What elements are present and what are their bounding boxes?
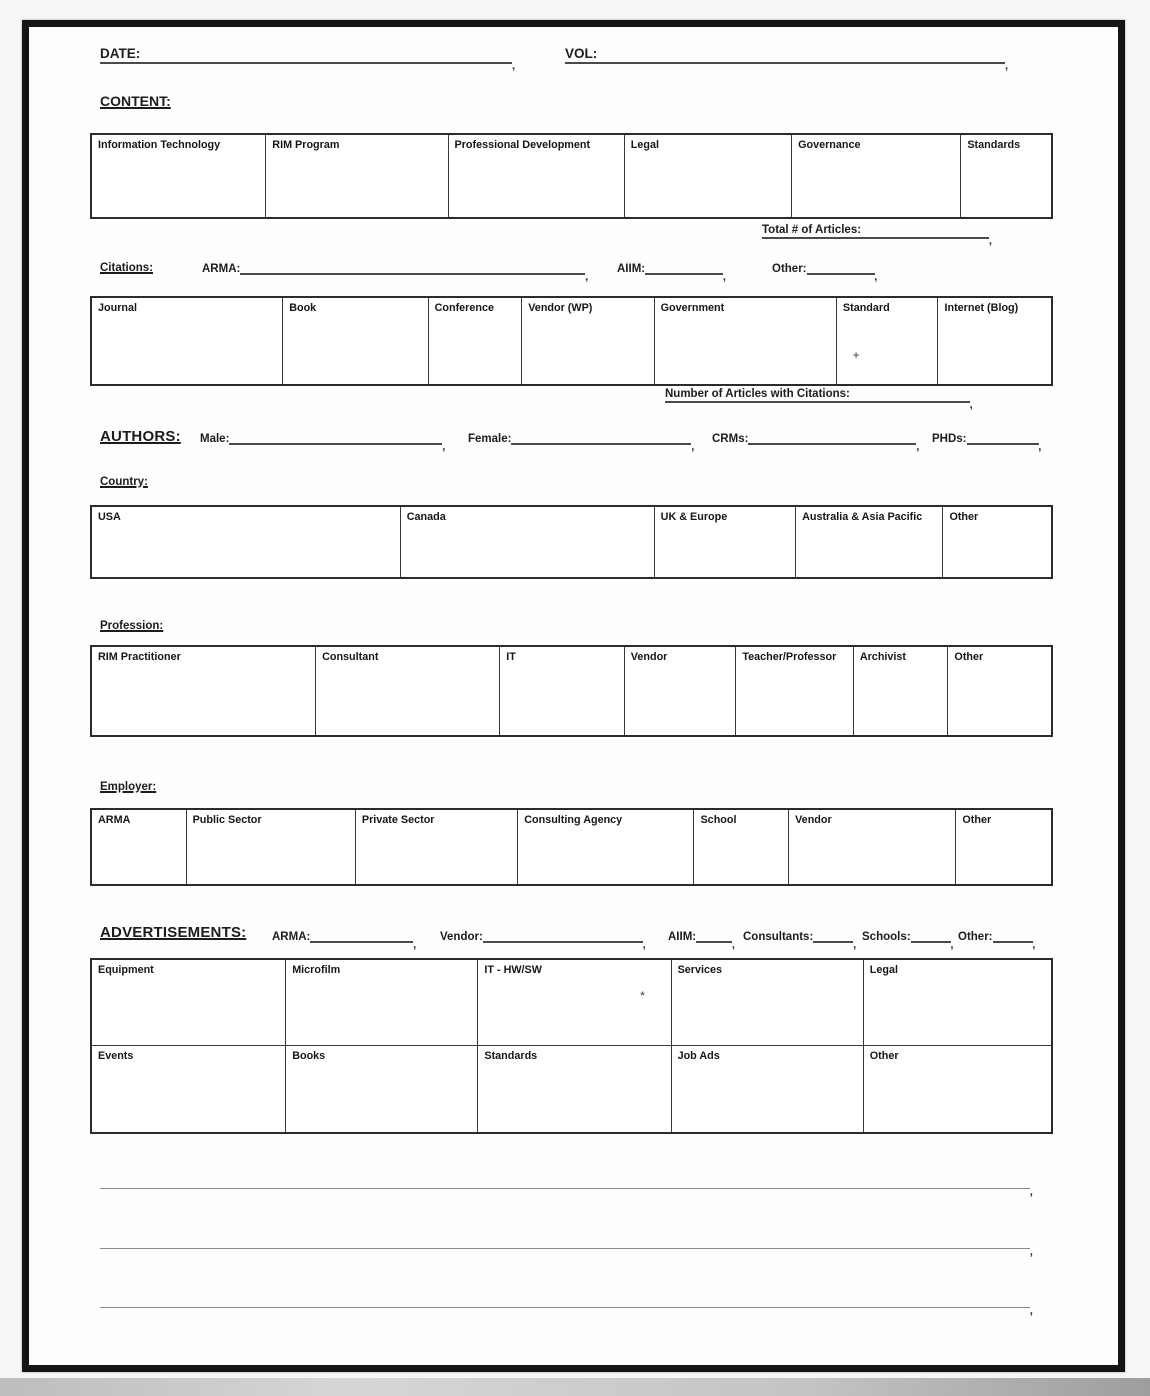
comma-tick: , (412, 937, 417, 951)
note-input-line[interactable] (100, 1297, 1033, 1317)
note-input-line[interactable] (100, 1178, 1033, 1198)
citations-cell-government[interactable]: Government (655, 298, 837, 384)
ads-aiim-input-line[interactable] (696, 928, 736, 951)
citations-aiim-field (617, 260, 727, 283)
citations-table (90, 296, 1053, 386)
advertisements-heading: ADVERTISEMENTS: (100, 924, 247, 941)
articles-with-citations-field (665, 388, 973, 411)
comma-tick: , (1029, 1303, 1033, 1317)
country-label: Country: (100, 476, 148, 488)
comma-tick: , (511, 58, 516, 72)
comma-tick: , (1029, 1244, 1033, 1258)
country-cell-australia-asia-pacific[interactable]: Australia & Asia Pacific (796, 507, 943, 577)
citations-arma-label: ARMA: (202, 263, 241, 275)
scan-artifact: * (640, 990, 645, 1002)
ads-consultants-label: Consultants: (743, 931, 814, 943)
employer-cell-public-sector[interactable]: Public Sector (187, 810, 356, 884)
ads-cell-books[interactable]: Books (286, 1046, 478, 1132)
ads-other-input-line[interactable] (993, 928, 1036, 951)
employer-cell-other[interactable]: Other (962, 814, 992, 826)
citations-aiim-input-line[interactable] (645, 260, 727, 283)
citations-other-input-line[interactable] (807, 260, 878, 283)
profession-cell-archivist[interactable]: Archivist (854, 647, 949, 735)
content-cell-legal[interactable]: Legal (625, 135, 792, 217)
content-cell-governance[interactable]: Governance (792, 135, 961, 217)
country-cell-uk-europe[interactable]: UK & Europe (655, 507, 796, 577)
scan-edge (0, 1378, 1150, 1396)
employer-label: Employer: (100, 781, 157, 793)
citations-arma-input-line[interactable] (240, 260, 589, 283)
ads-schools-input-line[interactable] (911, 928, 954, 951)
authors-crms-field (712, 430, 920, 453)
comma-tick: , (722, 269, 727, 283)
advertisements-table (90, 958, 1053, 1134)
employer-cell-vendor[interactable]: Vendor (789, 810, 956, 884)
citations-cell-book[interactable]: Book (283, 298, 428, 384)
profession-label: Profession: (100, 620, 164, 632)
comma-tick: , (442, 439, 446, 453)
content-heading: CONTENT: (100, 93, 171, 109)
ads-consultants-field (743, 928, 857, 951)
profession-table (90, 645, 1053, 737)
content-table (90, 133, 1053, 219)
profession-cell-vendor[interactable]: Vendor (625, 647, 737, 735)
comma-tick: , (916, 439, 920, 453)
total-articles-label: Total # of Articles: (762, 224, 861, 239)
profession-cell-other[interactable]: Other (954, 651, 984, 663)
authors-phds-input-line[interactable] (967, 430, 1042, 453)
authors-heading: AUTHORS: (100, 428, 181, 445)
content-cell-information-technology[interactable]: Information Technology (92, 135, 266, 217)
ads-schools-label: Schools: (862, 931, 911, 943)
citations-cell-vendor-wp[interactable]: Vendor (WP) (522, 298, 654, 384)
ads-vendor-input-line[interactable] (483, 928, 646, 951)
ads-arma-label: ARMA: (272, 931, 311, 943)
citations-arma-field (202, 260, 589, 283)
ads-arma-input-line[interactable] (310, 928, 417, 951)
profession-cell-consultant[interactable]: Consultant (316, 647, 500, 735)
employer-cell-consulting-agency[interactable]: Consulting Agency (518, 810, 694, 884)
ads-vendor-field (440, 928, 646, 951)
content-cell-professional-development[interactable]: Professional Development (449, 135, 625, 217)
country-cell-canada[interactable]: Canada (401, 507, 655, 577)
ads-schools-field (862, 928, 954, 951)
citations-cell-standard[interactable]: Standard + (837, 298, 939, 384)
ads-cell-standards[interactable]: Standards (478, 1046, 671, 1132)
comma-tick: , (988, 233, 993, 247)
citations-other-field (772, 260, 878, 283)
ads-cell-events[interactable]: Events (92, 1046, 286, 1132)
ads-cell-other[interactable]: Other (869, 1050, 899, 1062)
content-cell-standards[interactable]: Standards (967, 139, 1021, 151)
comma-tick: , (874, 269, 878, 283)
country-cell-usa[interactable]: USA (92, 507, 401, 577)
ads-cell-legal[interactable]: Legal (864, 960, 1051, 1046)
comma-tick: , (1032, 937, 1036, 951)
authors-phds-label: PHDs: (932, 433, 967, 445)
comma-tick: , (852, 937, 857, 951)
comma-tick: , (969, 397, 973, 411)
ads-arma-field (272, 928, 417, 951)
citations-label: Citations: (100, 262, 154, 274)
comma-tick: , (1029, 1184, 1033, 1198)
employer-cell-private-sector[interactable]: Private Sector (356, 810, 518, 884)
ads-vendor-label: Vendor: (440, 931, 483, 943)
authors-male-label: Male: (200, 433, 230, 445)
authors-crms-input-line[interactable] (748, 430, 920, 453)
ads-other-field (958, 928, 1036, 951)
content-cell-rim-program[interactable]: RIM Program (266, 135, 448, 217)
authors-crms-label: CRMs: (712, 433, 749, 445)
ads-cell-services[interactable]: Services (672, 960, 864, 1046)
articles-with-citations-label: Number of Articles with Citations: (665, 388, 850, 403)
comma-tick: , (950, 937, 954, 951)
ads-cell-equipment[interactable]: Equipment (92, 960, 286, 1046)
total-articles-field (762, 224, 993, 247)
profession-cell-rim-practitioner[interactable]: RIM Practitioner (92, 647, 316, 735)
vol-input-line[interactable] (597, 49, 1009, 72)
comma-tick: , (1004, 58, 1009, 72)
ads-cell-job-ads[interactable]: Job Ads (672, 1046, 864, 1132)
comma-tick: , (691, 439, 695, 453)
ads-aiim-field (668, 928, 736, 951)
country-table (90, 505, 1053, 579)
country-cell-other[interactable]: Other (949, 511, 979, 523)
ads-consultants-input-line[interactable] (813, 928, 857, 951)
citations-cell-conference[interactable]: Conference (429, 298, 523, 384)
comma-tick: , (584, 269, 589, 283)
citations-cell-internet-blog[interactable]: Internet (Blog) (944, 302, 1019, 314)
vol-label: VOL: (565, 46, 597, 64)
ads-cell-microfilm[interactable]: Microfilm (286, 960, 478, 1046)
comma-tick: , (642, 937, 646, 951)
citations-other-label: Other: (772, 263, 807, 275)
comma-tick: , (1038, 439, 1042, 453)
note-input-line[interactable] (100, 1238, 1033, 1258)
ads-aiim-label: AIIM: (668, 931, 697, 943)
date-field (100, 46, 516, 72)
ads-other-label: Other: (958, 931, 993, 943)
authors-female-label: Female: (468, 433, 512, 445)
employer-cell-school[interactable]: School (694, 810, 789, 884)
profession-cell-teacher-professor[interactable]: Teacher/Professor (736, 647, 854, 735)
date-input-line[interactable] (140, 49, 516, 72)
total-articles-input-line[interactable] (861, 224, 993, 247)
authors-male-input-line[interactable] (229, 430, 446, 453)
ads-cell-it-hw-sw[interactable]: IT - HW/SW * (478, 960, 671, 1046)
articles-with-citations-input-line[interactable] (850, 388, 973, 411)
date-label: DATE: (100, 46, 140, 64)
citations-cell-journal[interactable]: Journal (92, 298, 283, 384)
scan-artifact: + (852, 350, 860, 362)
comma-tick: , (731, 937, 736, 951)
vol-field (565, 46, 1009, 72)
citations-aiim-label: AIIM: (617, 263, 646, 275)
employer-table (90, 808, 1053, 886)
authors-female-field (468, 430, 695, 453)
employer-cell-arma[interactable]: ARMA (92, 810, 187, 884)
profession-cell-it[interactable]: IT (500, 647, 624, 735)
authors-female-input-line[interactable] (511, 430, 695, 453)
authors-phds-field (932, 430, 1042, 453)
authors-male-field (200, 430, 446, 453)
